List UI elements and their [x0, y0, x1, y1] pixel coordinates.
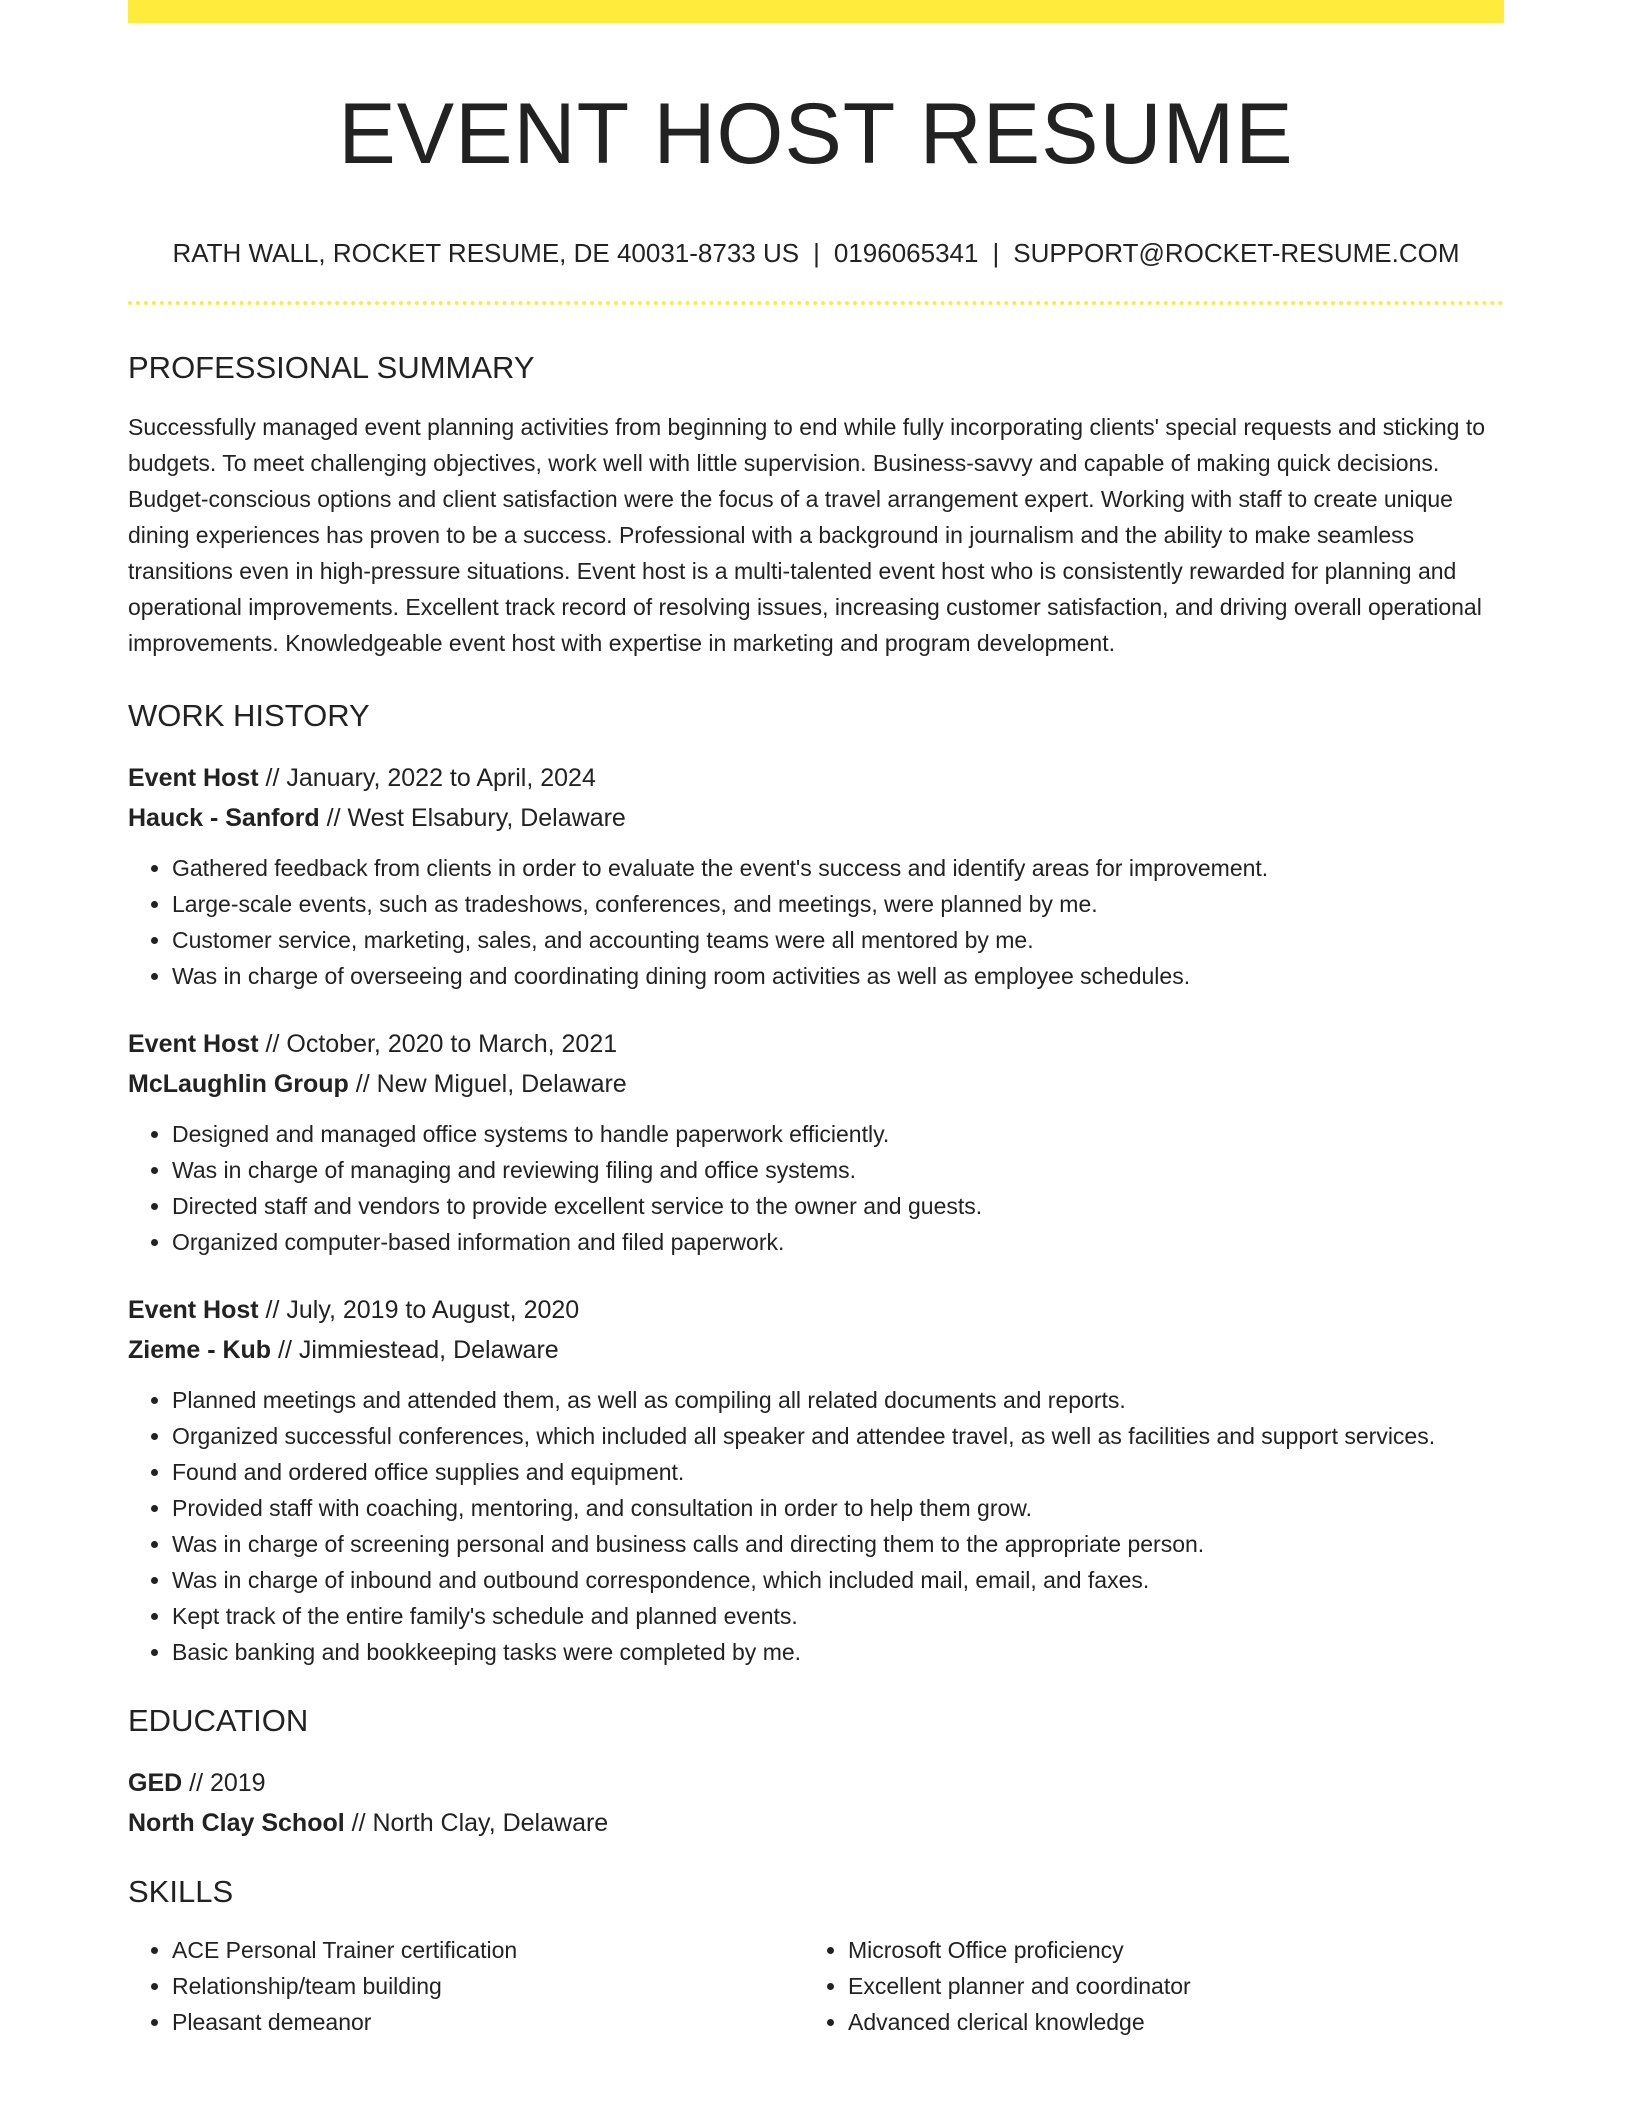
- education-location: // North Clay, Delaware: [344, 1808, 609, 1837]
- job-bullet: • Found and ordered office supplies and equipment.: [172, 1454, 1504, 1490]
- resume-title: EVENT HOST RESUME: [338, 86, 1294, 182]
- summary-text: Successfully managed event planning activities from beginning to end while fully incorporating clients' special requests and sticking to budgets. To meet challenging objectives, work well with little supervision. Business-savvy and capable of making quick decisions. Budget-conscious options and client satisfaction were the focus of a travel arrangement expert. Working with staff to create unique dining experiences has proven to be a success. Professional with a background in journalism and the ability to make seamless transitions even in high-pressure situations. Event host is a multi-talented event host who is consistently rewarded for planning and operational improvements. Excellent track record of resolving issues, increasing customer satisfaction, and driving overall operational improvements. Knowledgeable event host with expertise in marketing and program development.: [128, 413, 1486, 656]
- skills-column-right: [804, 1932, 1480, 2040]
- contact-separator: |: [813, 238, 820, 269]
- job-title: Event Host: [128, 1295, 259, 1324]
- skills-column-left: [128, 1932, 804, 2040]
- job-location: // West Elsabury, Delaware: [319, 803, 626, 832]
- job-bullet: • Was in charge of managing and reviewing filing and office systems.: [172, 1152, 1504, 1188]
- education-school: North Clay School: [128, 1808, 345, 1837]
- job-company-line: [128, 1330, 1504, 1370]
- job-title-line: [128, 758, 1504, 798]
- job-bullet: • Was in charge of overseeing and coordinating dining room activities as well as employee schedules.: [172, 958, 1504, 994]
- job-company: Zieme - Kub: [128, 1335, 272, 1364]
- job-company: Hauck - Sanford: [128, 803, 320, 832]
- dotted-divider: [128, 301, 1504, 305]
- job-bullet: • Kept track of the entire family's schedule and planned events.: [172, 1598, 1504, 1634]
- accent-bar: [128, 0, 1504, 23]
- contact-address: RATH WALL, ROCKET RESUME, DE 40031-8733 US: [172, 238, 800, 269]
- job-bullet: • Organized successful conferences, which included all speaker and attendee travel, as well as facilities and support services.: [172, 1418, 1504, 1454]
- job-title-line: [128, 1290, 1504, 1330]
- skill-item: • Pleasant demeanor: [172, 2004, 804, 2040]
- job-title: Event Host: [128, 763, 259, 792]
- job-title: Event Host: [128, 1029, 259, 1058]
- job-location: // Jimmiestead, Delaware: [271, 1335, 559, 1364]
- skills-list: [128, 1932, 1504, 2040]
- education-year: // 2019: [182, 1768, 266, 1797]
- job-bullets: [128, 1116, 1504, 1260]
- job-bullet: • Provided staff with coaching, mentoring, and consultation in order to help them grow.: [172, 1490, 1504, 1526]
- job-dates: // July, 2019 to August, 2020: [258, 1295, 580, 1324]
- skill-item: • Relationship/team building: [172, 1968, 804, 2004]
- job-company: McLaughlin Group: [128, 1069, 349, 1098]
- skills-heading: SKILLS: [128, 1873, 234, 1909]
- job-bullet: • Large-scale events, such as tradeshows, conferences, and meetings, were planned by me.: [172, 886, 1504, 922]
- job-bullets: [128, 850, 1504, 994]
- job-company-line: [128, 1064, 1504, 1104]
- job-bullets: [128, 1382, 1504, 1670]
- contact-phone: 0196065341: [833, 238, 979, 269]
- job-entry: [128, 758, 1504, 994]
- job-dates: // January, 2022 to April, 2024: [258, 763, 596, 792]
- skill-item: • ACE Personal Trainer certification: [172, 1932, 804, 1968]
- education-entry: [128, 1763, 1504, 1843]
- job-bullet: • Was in charge of screening personal and business calls and directing them to the appropriate person.: [172, 1526, 1504, 1562]
- skill-item: • Microsoft Office proficiency: [848, 1932, 1480, 1968]
- work-history-heading: WORK HISTORY: [128, 697, 370, 733]
- job-bullet: • Designed and managed office systems to handle paperwork efficiently.: [172, 1116, 1504, 1152]
- job-bullet: • Planned meetings and attended them, as well as compiling all related documents and reports.: [172, 1382, 1504, 1418]
- resume-page: [128, 0, 1504, 2040]
- contact-email: SUPPORT@ROCKET-RESUME.COM: [1013, 238, 1460, 269]
- education-degree-line: [128, 1763, 1504, 1803]
- job-dates: // October, 2020 to March, 2021: [258, 1029, 618, 1058]
- job-entry: [128, 1290, 1504, 1670]
- contact-separator: |: [992, 238, 1000, 269]
- summary-heading: PROFESSIONAL SUMMARY: [128, 350, 535, 386]
- job-location: // New Miguel, Delaware: [348, 1069, 627, 1098]
- job-bullet: • Customer service, marketing, sales, and accounting teams were all mentored by me.: [172, 922, 1504, 958]
- education-school-line: [128, 1803, 1504, 1843]
- job-company-line: [128, 798, 1504, 838]
- job-entry: [128, 1024, 1504, 1260]
- skill-item: • Excellent planner and coordinator: [848, 1968, 1480, 2004]
- job-bullet: • Basic banking and bookkeeping tasks were completed by me.: [172, 1634, 1504, 1670]
- contact-line: [128, 238, 1504, 269]
- job-bullet: • Organized computer-based information and filed paperwork.: [172, 1224, 1504, 1260]
- job-title-line: [128, 1024, 1504, 1064]
- job-bullet: • Gathered feedback from clients in order to evaluate the event's success and identify areas for improvement.: [172, 850, 1504, 886]
- education-degree: GED: [128, 1768, 183, 1797]
- job-bullet: • Was in charge of inbound and outbound correspondence, which included mail, email, and faxes.: [172, 1562, 1504, 1598]
- job-bullet: • Directed staff and vendors to provide excellent service to the owner and guests.: [172, 1188, 1504, 1224]
- skill-item: • Advanced clerical knowledge: [848, 2004, 1480, 2040]
- education-heading: EDUCATION: [128, 1702, 309, 1738]
